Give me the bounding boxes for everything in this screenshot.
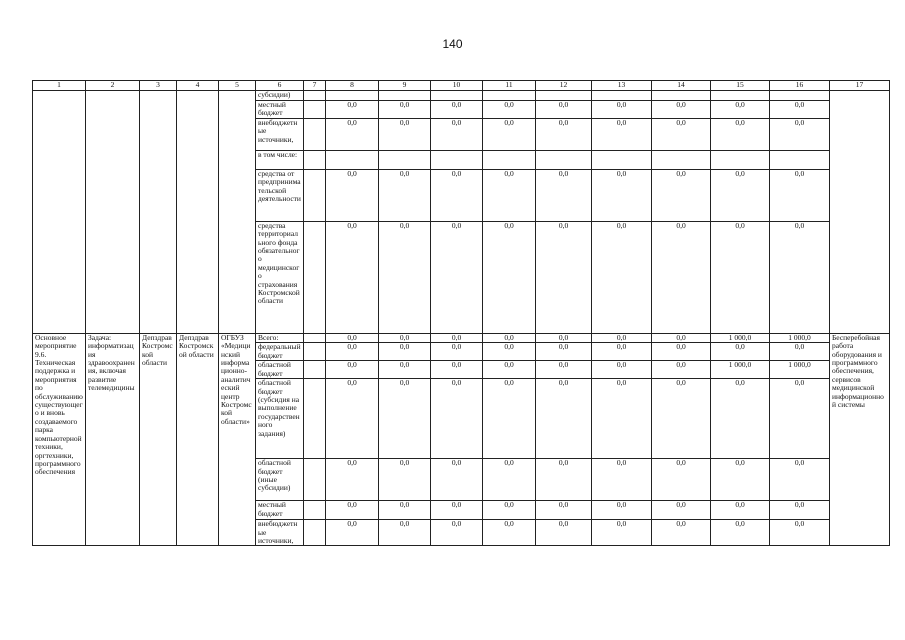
table-row	[33, 91, 890, 101]
column-number-11: 11	[483, 81, 536, 91]
value-cell: 0,0	[536, 343, 592, 361]
column-number-9: 9	[379, 81, 431, 91]
value-cell: 0,0	[711, 501, 770, 520]
funding-source-cell: средства территориального фонда обязательного медицинского страхования Костромской области	[256, 221, 304, 333]
column-number-15: 15	[711, 81, 770, 91]
value-cell: 0,0	[652, 118, 711, 150]
value-cell: 0,0	[379, 459, 431, 501]
value-cell: 0,0	[326, 333, 379, 342]
value-cell: 0,0	[483, 361, 536, 379]
value-cell: 0,0	[770, 221, 830, 333]
value-cell: 0,0	[592, 169, 652, 221]
value-cell: 0,0	[379, 169, 431, 221]
value-cell: 0,0	[379, 361, 431, 379]
value-cell: 0,0	[652, 361, 711, 379]
column-number-1: 1	[33, 81, 86, 91]
value-cell: 0,0	[711, 459, 770, 501]
value-cell: 0,0	[379, 101, 431, 119]
column-number-10: 10	[431, 81, 483, 91]
blank-cell-col7	[304, 91, 326, 101]
value-cell: 0,0	[592, 101, 652, 119]
blank-cell-col7	[304, 221, 326, 333]
blank-cell-col7	[304, 459, 326, 501]
value-cell: 0,0	[483, 520, 536, 546]
blank-cell-col7	[304, 520, 326, 546]
blank-cell-col1	[33, 91, 86, 334]
value-cell: 0,0	[483, 101, 536, 119]
value-cell: 0,0	[536, 118, 592, 150]
value-cell: 0,0	[483, 118, 536, 150]
funding-source-cell: средства от предпринимательской деятельности	[256, 169, 304, 221]
value-cell: 0,0	[326, 221, 379, 333]
value-cell: 0,0	[770, 169, 830, 221]
value-cell: 0,0	[536, 379, 592, 459]
column-number-2: 2	[86, 81, 140, 91]
blank-cell-col5	[219, 91, 256, 334]
value-cell: 0,0	[326, 101, 379, 119]
column-number-14: 14	[652, 81, 711, 91]
value-cell	[770, 150, 830, 169]
value-cell: 0,0	[711, 101, 770, 119]
value-cell: 0,0	[483, 379, 536, 459]
value-cell: 0,0	[536, 361, 592, 379]
budget-table	[32, 80, 890, 546]
task-cell: Задача: информатизация здравоохранения, включая развитие телемедицины	[86, 333, 140, 546]
value-cell: 0,0	[711, 169, 770, 221]
value-cell	[483, 91, 536, 101]
value-cell: 0,0	[770, 343, 830, 361]
funding-source-cell: местный бюджет	[256, 101, 304, 119]
value-cell: 0,0	[431, 118, 483, 150]
value-cell: 0,0	[431, 343, 483, 361]
funding-source-cell: Всего:	[256, 333, 304, 342]
value-cell: 0,0	[483, 333, 536, 342]
value-cell: 0,0	[326, 501, 379, 520]
value-cell: 0,0	[652, 343, 711, 361]
value-cell	[379, 150, 431, 169]
value-cell: 0,0	[483, 343, 536, 361]
value-cell: 0,0	[536, 459, 592, 501]
blank-cell-col7	[304, 361, 326, 379]
value-cell	[711, 150, 770, 169]
value-cell: 0,0	[326, 118, 379, 150]
blank-cell-col7	[304, 101, 326, 119]
value-cell	[592, 150, 652, 169]
measure-cell: Основное мероприятие 9.6. Техническая поддержка и мероприятия по обслуживанию существующего и вновь создаваемого парка компьютерной техники, оргтехники, программного обеспечения	[33, 333, 86, 546]
blank-cell-col2	[86, 91, 140, 334]
column-number-17: 17	[830, 81, 890, 91]
funding-source-cell: областной бюджет (иные субсидии)	[256, 459, 304, 501]
value-cell: 0,0	[592, 361, 652, 379]
column-number-7: 7	[304, 81, 326, 91]
blank-cell-col7	[304, 501, 326, 520]
value-cell: 1 000,0	[770, 333, 830, 342]
value-cell: 0,0	[592, 459, 652, 501]
value-cell: 0,0	[652, 520, 711, 546]
column-number-16: 16	[770, 81, 830, 91]
value-cell: 0,0	[652, 501, 711, 520]
value-cell: 0,0	[326, 361, 379, 379]
value-cell: 1 000,0	[770, 361, 830, 379]
value-cell: 0,0	[536, 101, 592, 119]
funding-source-cell: субсидии)	[256, 91, 304, 101]
blank-cell-col3	[140, 91, 177, 334]
value-cell: 0,0	[770, 379, 830, 459]
value-cell	[326, 150, 379, 169]
value-cell: 0,0	[711, 221, 770, 333]
result-cell: Бесперебойная работа оборудования и программного обеспечения, сервисов медицинской информационной системы	[830, 333, 890, 546]
value-cell: 0,0	[483, 221, 536, 333]
value-cell: 0,0	[652, 101, 711, 119]
column-number-4: 4	[177, 81, 219, 91]
funding-source-cell: внебюджетные источники,	[256, 520, 304, 546]
value-cell: 0,0	[592, 501, 652, 520]
value-cell: 0,0	[431, 379, 483, 459]
value-cell: 0,0	[592, 520, 652, 546]
page-number: 140	[442, 37, 463, 51]
value-cell: 0,0	[592, 221, 652, 333]
value-cell	[770, 91, 830, 101]
value-cell	[431, 150, 483, 169]
value-cell: 0,0	[711, 379, 770, 459]
value-cell	[379, 91, 431, 101]
funding-source-cell: областной бюджет (субсидия на выполнение государственного задания)	[256, 379, 304, 459]
value-cell: 0,0	[326, 520, 379, 546]
executor-cell: Депздрав Костромской области	[140, 333, 177, 546]
coexecutor-cell: Депздрав Костромской области	[177, 333, 219, 546]
value-cell: 0,0	[483, 169, 536, 221]
column-number-5: 5	[219, 81, 256, 91]
column-number-12: 12	[536, 81, 592, 91]
value-cell: 0,0	[431, 459, 483, 501]
value-cell: 0,0	[326, 169, 379, 221]
value-cell: 0,0	[711, 520, 770, 546]
value-cell: 0,0	[652, 333, 711, 342]
blank-cell-col7	[304, 150, 326, 169]
value-cell: 0,0	[536, 520, 592, 546]
value-cell: 0,0	[379, 221, 431, 333]
value-cell: 0,0	[711, 343, 770, 361]
funding-source-cell: областной бюджет	[256, 361, 304, 379]
blank-cell-col17	[830, 91, 890, 334]
value-cell	[652, 150, 711, 169]
value-cell	[431, 91, 483, 101]
value-cell: 0,0	[536, 333, 592, 342]
value-cell: 0,0	[592, 333, 652, 342]
blank-cell-col7	[304, 343, 326, 361]
value-cell: 0,0	[379, 343, 431, 361]
column-number-6: 6	[256, 81, 304, 91]
value-cell: 0,0	[592, 118, 652, 150]
value-cell	[483, 150, 536, 169]
value-cell: 0,0	[483, 459, 536, 501]
value-cell: 0,0	[652, 459, 711, 501]
institution-cell: ОГБУЗ «Медицинский информационно-аналитический центр Костромской области»	[219, 333, 256, 546]
value-cell: 0,0	[379, 333, 431, 342]
column-number-13: 13	[592, 81, 652, 91]
value-cell: 0,0	[326, 379, 379, 459]
value-cell: 0,0	[652, 221, 711, 333]
blank-cell-col4	[177, 91, 219, 334]
value-cell: 0,0	[431, 169, 483, 221]
value-cell	[536, 150, 592, 169]
value-cell	[326, 91, 379, 101]
value-cell: 0,0	[770, 459, 830, 501]
value-cell	[652, 91, 711, 101]
value-cell: 0,0	[431, 361, 483, 379]
value-cell: 0,0	[379, 379, 431, 459]
value-cell: 0,0	[379, 501, 431, 520]
value-cell	[592, 91, 652, 101]
value-cell: 0,0	[326, 343, 379, 361]
table-row	[33, 333, 890, 342]
value-cell: 0,0	[536, 221, 592, 333]
value-cell: 0,0	[379, 118, 431, 150]
value-cell: 0,0	[326, 459, 379, 501]
blank-cell-col7	[304, 379, 326, 459]
column-number-3: 3	[140, 81, 177, 91]
value-cell: 0,0	[483, 501, 536, 520]
value-cell: 0,0	[770, 520, 830, 546]
funding-source-cell: федеральный бюджет	[256, 343, 304, 361]
blank-cell-col7	[304, 169, 326, 221]
value-cell: 0,0	[711, 118, 770, 150]
value-cell: 0,0	[770, 118, 830, 150]
value-cell: 0,0	[536, 501, 592, 520]
value-cell	[711, 91, 770, 101]
value-cell: 1 000,0	[711, 333, 770, 342]
funding-source-cell: внебюджетные источники,	[256, 118, 304, 150]
value-cell: 0,0	[652, 169, 711, 221]
value-cell	[536, 91, 592, 101]
funding-source-cell: в том числе:	[256, 150, 304, 169]
value-cell: 0,0	[431, 221, 483, 333]
value-cell: 0,0	[431, 501, 483, 520]
value-cell: 0,0	[431, 520, 483, 546]
value-cell: 1 000,0	[711, 361, 770, 379]
value-cell: 0,0	[592, 379, 652, 459]
blank-cell-col7	[304, 118, 326, 150]
value-cell: 0,0	[770, 501, 830, 520]
column-number-8: 8	[326, 81, 379, 91]
value-cell: 0,0	[770, 101, 830, 119]
blank-cell-col7	[304, 333, 326, 342]
value-cell: 0,0	[536, 169, 592, 221]
value-cell: 0,0	[431, 333, 483, 342]
funding-source-cell: местный бюджет	[256, 501, 304, 520]
value-cell: 0,0	[379, 520, 431, 546]
value-cell: 0,0	[431, 101, 483, 119]
value-cell: 0,0	[652, 379, 711, 459]
value-cell: 0,0	[592, 343, 652, 361]
header-row	[33, 81, 890, 91]
